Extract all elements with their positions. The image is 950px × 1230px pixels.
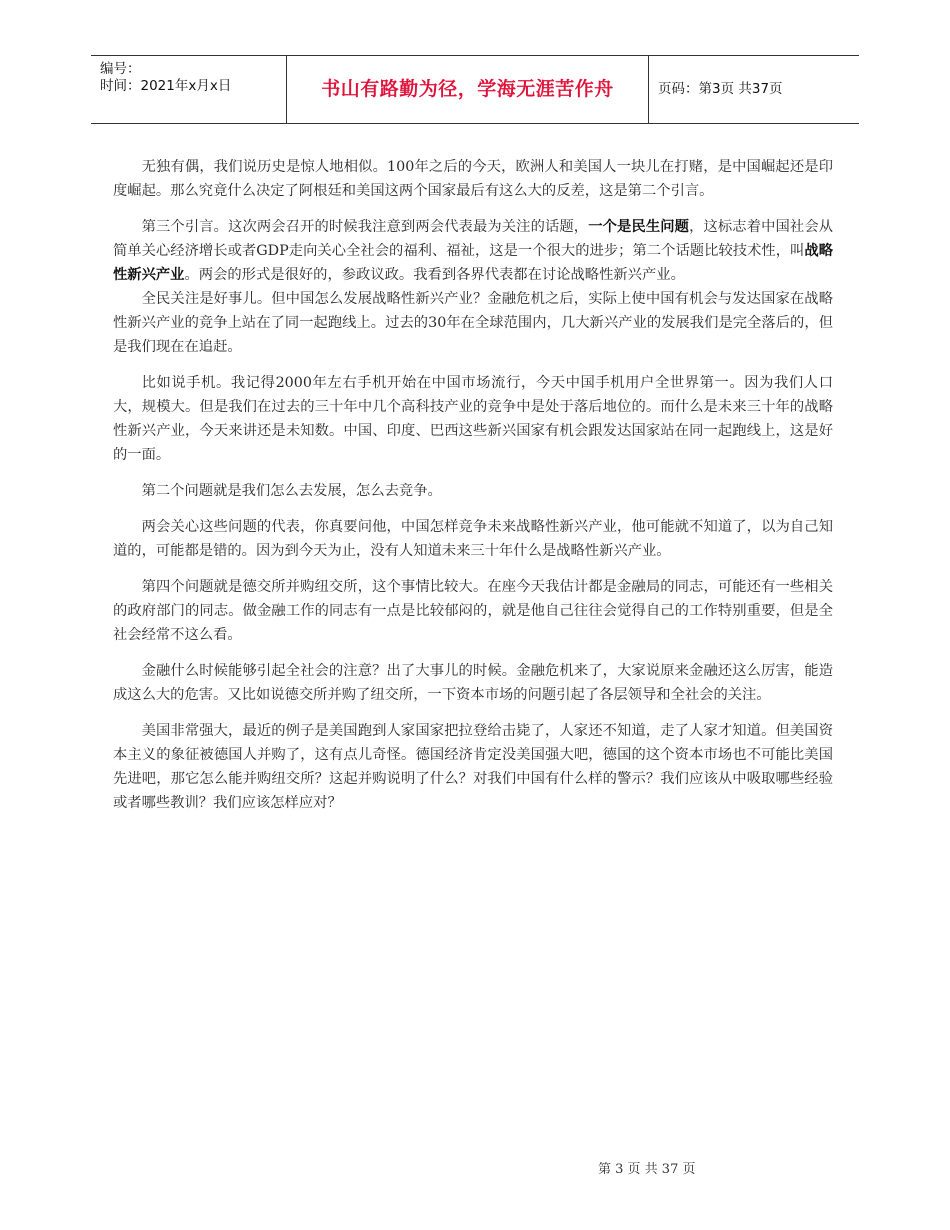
paragraph: 第四个问题就是德交所并购纽交所，这个事情比较大。在座今天我估计都是金融局的同志，可能还有一些相关的政府部门的同志。做金融工作的同志有一点是比较郁闷的，就是他自己往往会觉得自己的工作特别重要，但是全社会经常不这么看。 bbox=[113, 579, 833, 643]
paragraph: 无独有偶，我们说历史是惊人地相似。100年之后的今天，欧洲人和美国人一块儿在打赌，是中国崛起还是印度崛起。那么究竟什么决定了阿根廷和美国这两个国家最后有这么大的反差，这是第二个引言。 bbox=[113, 159, 833, 199]
highlight-strategic-industry: 战略性新兴产业 bbox=[113, 243, 834, 283]
paragraph: 两会关心这些问题的代表，你真要问他，中国怎样竞争未来战略性新兴产业，他可能就不知道了，以为自己知道的，可能都是错的。因为到今天为止，没有人知道未来三十年什么是战略性新兴产业。 bbox=[113, 519, 833, 559]
highlight-livelihood: 一个是民生问题 bbox=[588, 219, 690, 235]
header-page-code: 页码：第3页 共37页 bbox=[658, 81, 783, 97]
header-divider-right bbox=[648, 56, 649, 123]
paragraph: 第三个引言。这次两会召开的时候我注意到两会代表最为关注的话题，一个是民生问题，这标志着中国社会从简单关心经济增长或者GDP走向关心全社会的福利、福祉，这是一个很大的进步；第二个话题比较技术性，叫战略性新兴产业。两会的形式是很好的，参政议政。我看到各界代表都在讨论战略性新兴产业。 bbox=[113, 219, 834, 283]
header-motto: 书山有路勤为径，学海无涯苦作舟 bbox=[321, 78, 614, 100]
paragraph: 第二个问题就是我们怎么去发展，怎么去竞争。 bbox=[141, 483, 442, 499]
paragraph: 美国非常强大，最近的例子是美国跑到人家国家把拉登给击毙了，人家还不知道，走了人家才知道。但美国资本主义的象征被德国人并购了，这有点儿奇怪。德国经济肯定没美国强大吧，德国的这个资本市场也不可能比美国先进吧，那它怎么能并购纽交所？这起并购说明了什么？对我们中国有什么样的警示？我们应该从中吸取哪些经验或者哪些教训？我们应该怎样应对？ bbox=[113, 723, 833, 811]
document-number-label: 编号： bbox=[100, 61, 141, 77]
paragraph: 全民关注是好事儿。但中国怎么发展战略性新兴产业？金融危机之后，实际上使中国有机会与发达国家在战略性新兴产业的竞争上站在了同一起跑线上。过去的30年在全球范围内，几大新兴产业的发展我们是完全落后的，但是我们现在在追赶。 bbox=[113, 291, 833, 355]
header-meta bbox=[100, 61, 285, 95]
document-time-label: 时间：2021年x月x日 bbox=[100, 78, 232, 94]
document-body bbox=[113, 155, 833, 827]
page-footer-number: 第 3 页 共 37 页 bbox=[598, 1162, 696, 1177]
page-header bbox=[91, 55, 859, 124]
paragraph: 金融什么时候能够引起全社会的注意？出了大事儿的时候。金融危机来了，大家说原来金融还这么厉害，能造成这么大的危害。又比如说德交所并购了纽交所，一下资本市场的问题引起了各层领导和全社会的关注。 bbox=[113, 663, 833, 703]
paragraph: 比如说手机。我记得2000年左右手机开始在中国市场流行，今天中国手机用户全世界第一。因为我们人口大，规模大。但是我们在过去的三十年中几个高科技产业的竞争中是处于落后地位的。而什么是未来三十年的战略性新兴产业，今天来讲还是未知数。中国、印度、巴西这些新兴国家有机会跟发达国家站在同一起跑线上，这是好的一面。 bbox=[113, 375, 833, 463]
